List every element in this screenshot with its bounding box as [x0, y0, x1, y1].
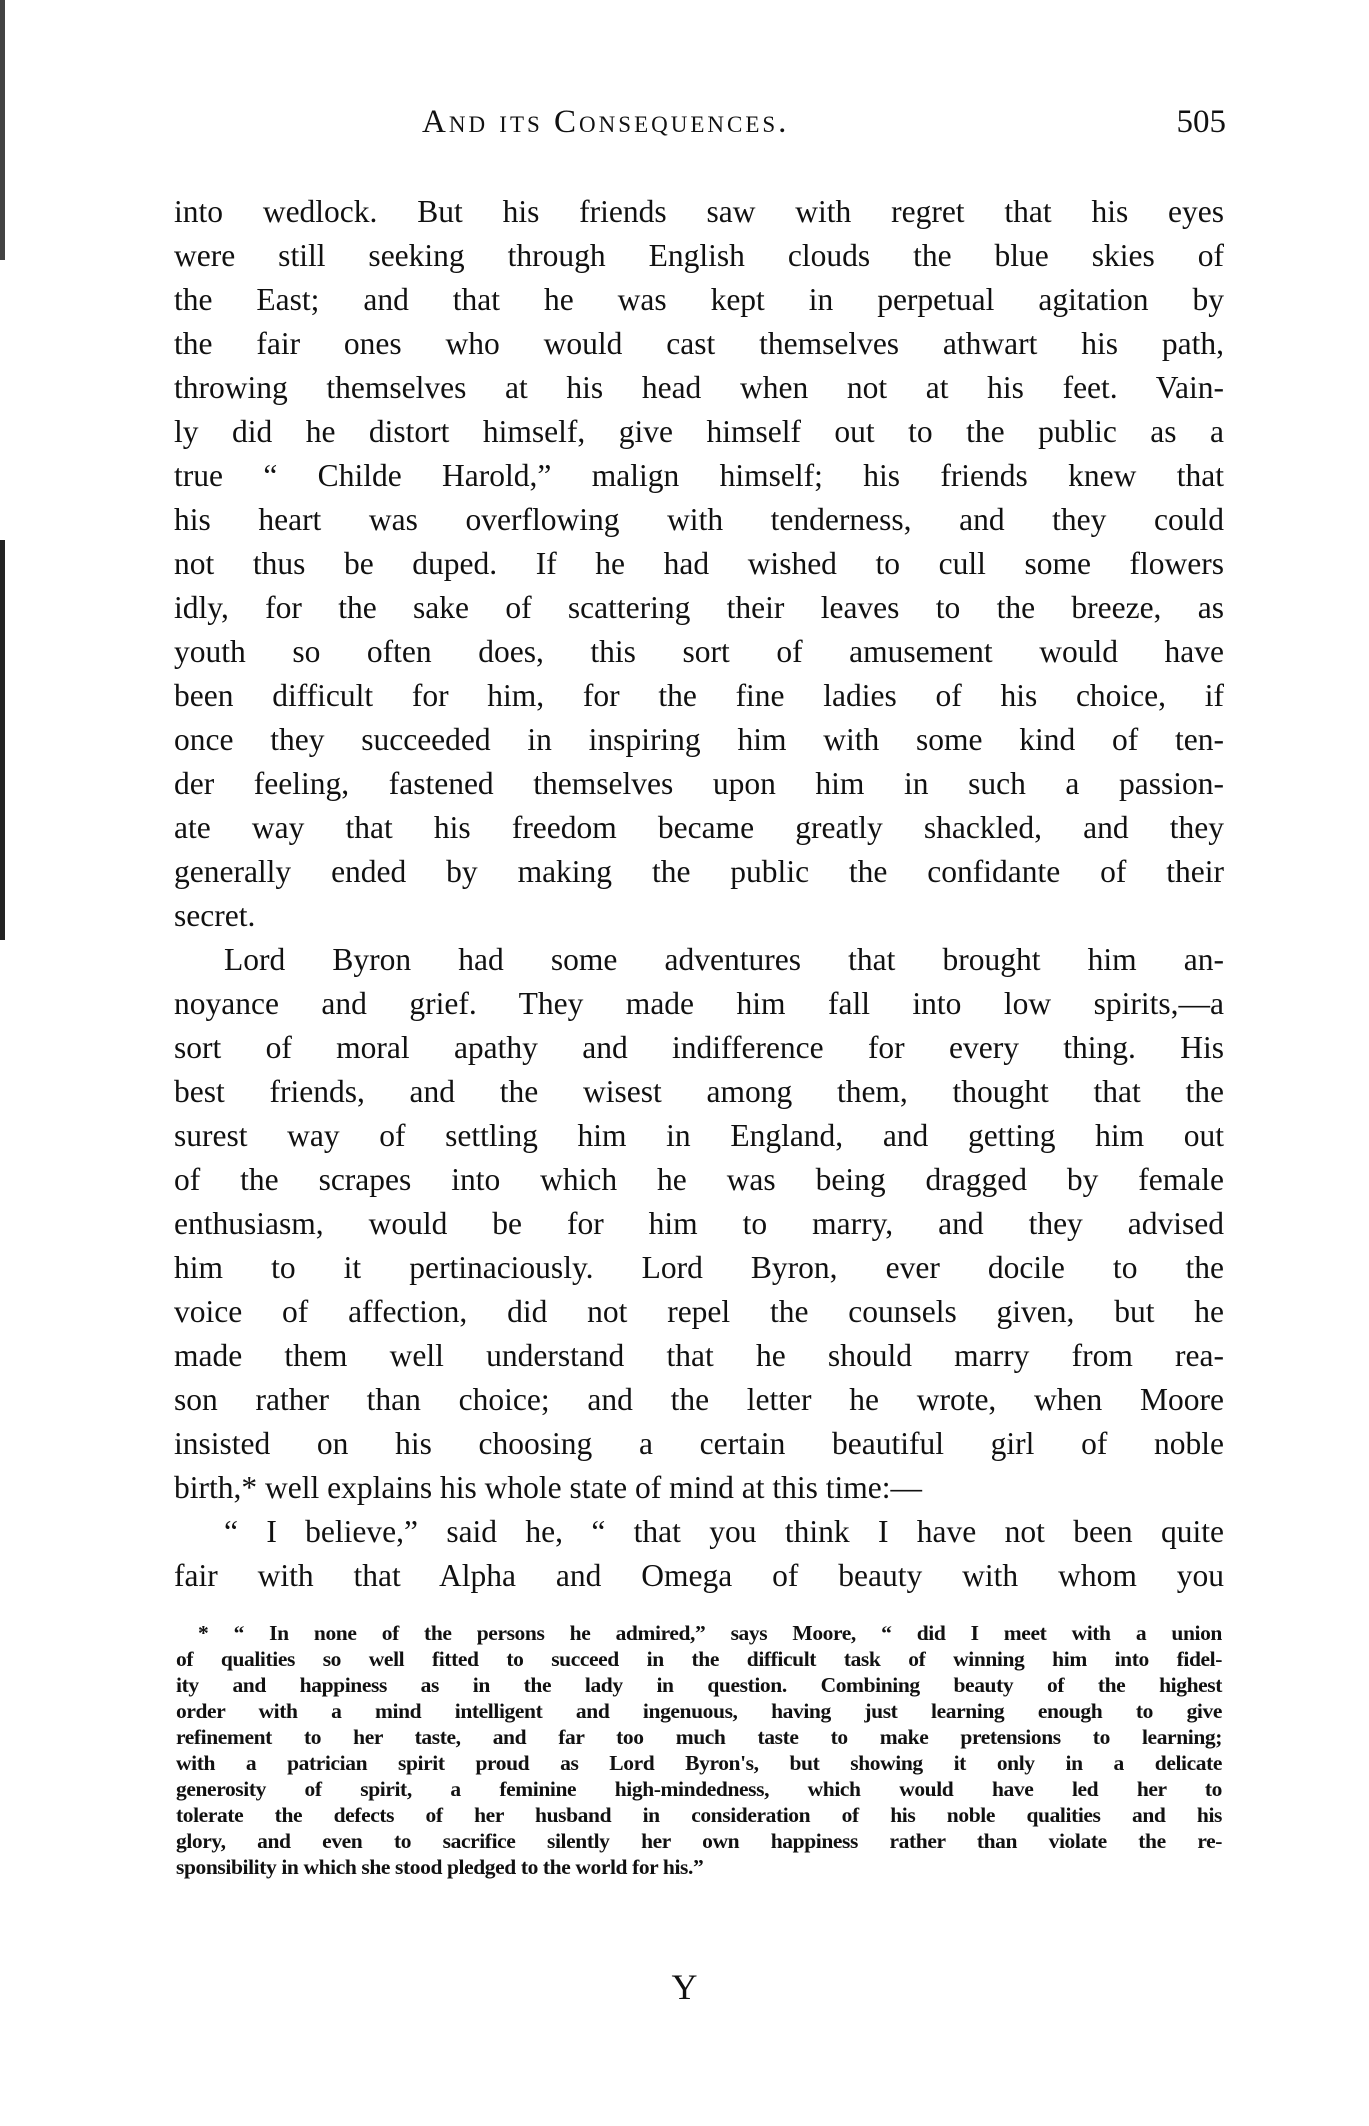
text-line: “ I believe,” said he, “ that you think I have not been quite	[224, 1514, 1224, 1549]
text-line: son rather than choice; and the letter he wrote, when Moore	[174, 1382, 1224, 1417]
text-line: were still seeking through English clouds the blue skies of	[174, 238, 1224, 273]
footnote	[176, 1620, 1222, 1880]
text-line: made them well understand that he should marry from rea-	[174, 1338, 1224, 1373]
text-line: once they succeeded in inspiring him with some kind of ten-	[174, 722, 1224, 757]
text-line: his heart was overflowing with tenderness, and they could	[174, 502, 1224, 537]
text-line: of the scrapes into which he was being dragged by female	[174, 1162, 1224, 1197]
text-line: not thus be duped. If he had wished to cull some flowers	[174, 546, 1224, 581]
text-line: into wedlock. But his friends saw with regret that his eyes	[174, 194, 1224, 229]
footnote-line: * “ In none of the persons he admired,” says Moore, “ did I meet with a union	[198, 1621, 1222, 1645]
text-line: best friends, and the wisest among them, thought that the	[174, 1074, 1224, 1109]
footnote-line: tolerate the defects of her husband in consideration of his noble qualities and his	[176, 1803, 1222, 1827]
running-title: And its Consequences.	[422, 104, 790, 140]
text-line: been difficult for him, for the fine ladies of his choice, if	[174, 678, 1224, 713]
scan-edge-mark	[0, 0, 5, 260]
footnote-line: refinement to her taste, and far too much taste to make pretensions to learning;	[176, 1725, 1222, 1749]
footnote-line: glory, and even to sacrifice silently her own happiness rather than violate the re-	[176, 1829, 1222, 1853]
text-line: surest way of settling him in England, and getting him out	[174, 1118, 1224, 1153]
body-text	[174, 190, 1224, 1598]
text-line: ly did he distort himself, give himself out to the public as a	[174, 414, 1224, 449]
text-line: generally ended by making the public the confidante of their	[174, 854, 1224, 889]
text-line: enthusiasm, would be for him to marry, and they advised	[174, 1206, 1224, 1241]
page-header	[174, 104, 1226, 154]
text-line: idly, for the sake of scattering their leaves to the breeze, as	[174, 590, 1224, 625]
scan-edge-mark	[0, 540, 5, 940]
text-line: fair with that Alpha and Omega of beauty with whom you	[174, 1558, 1224, 1593]
text-line: youth so often does, this sort of amusement would have	[174, 634, 1224, 669]
text-line: noyance and grief. They made him fall into low spirits,—a	[174, 986, 1224, 1021]
text-line: sort of moral apathy and indifference for every thing. His	[174, 1030, 1224, 1065]
text-line: true “ Childe Harold,” malign himself; his friends knew that	[174, 458, 1224, 493]
text-line: birth,* well explains his whole state of mind at this time:—	[174, 1470, 923, 1505]
signature-mark: Y	[671, 1967, 698, 2007]
text-line: the East; and that he was kept in perpetual agitation by	[174, 282, 1224, 317]
text-line: insisted on his choosing a certain beautiful girl of noble	[174, 1426, 1224, 1461]
footnote-line: order with a mind intelligent and ingenuous, having just learning enough to give	[176, 1699, 1222, 1723]
footnote-line: generosity of spirit, a feminine high-mindedness, which would have led her to	[176, 1777, 1222, 1801]
page-number: 505	[1176, 104, 1226, 140]
footnote-line: ity and happiness as in the lady in question. Combining beauty of the highest	[176, 1673, 1222, 1697]
text-line: ate way that his freedom became greatly shackled, and they	[174, 810, 1224, 845]
footnote-line: of qualities so well fitted to succeed in the difficult task of winning him into fidel-	[176, 1647, 1222, 1671]
footnote-line: with a patrician spirit proud as Lord Byron's, but showing it only in a delicate	[176, 1751, 1222, 1775]
text-line: secret.	[174, 898, 256, 933]
text-line: voice of affection, did not repel the counsels given, but he	[174, 1294, 1224, 1329]
text-line: the fair ones who would cast themselves athwart his path,	[174, 326, 1224, 361]
text-line: throwing themselves at his head when not at his feet. Vain-	[174, 370, 1224, 405]
footnote-line: sponsibility in which she stood pledged to the world for his.”	[176, 1855, 704, 1879]
text-line: der feeling, fastened themselves upon him in such a passion-	[174, 766, 1224, 801]
text-line: Lord Byron had some adventures that brought him an-	[224, 942, 1224, 977]
text-line: him to it pertinaciously. Lord Byron, ever docile to the	[174, 1250, 1224, 1285]
